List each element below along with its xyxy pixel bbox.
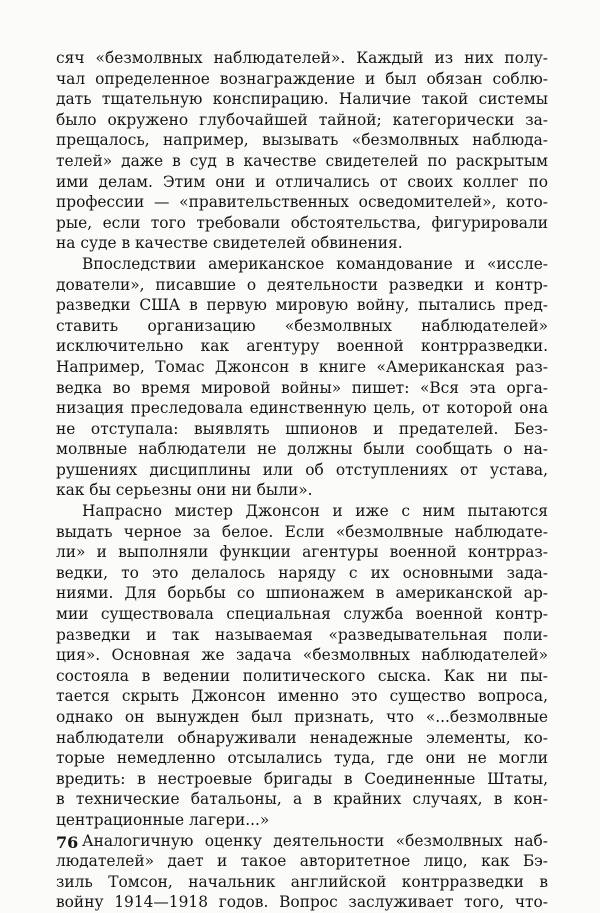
text-line: телей» даже в суд в качестве свидетелей по раскрытым <box>56 151 548 170</box>
text-line: разведки США в первую мировую войну, пытались пред- <box>56 296 548 315</box>
text-line: Напрасно мистер Джонсон и иже с ним пытаются <box>82 502 548 521</box>
text-line: ставить организацию «безмолвных наблюдателей» <box>56 316 548 335</box>
text-line: Например, Томас Джонсон в книге «Американская раз- <box>56 357 548 376</box>
text-line: тается скрыть Джонсон именно это существо вопроса, <box>56 687 548 706</box>
text-line: прещалось, например, вызывать «безмолвных наблюда- <box>56 131 548 150</box>
text-line: вредить: в нестроевые бригады в Соединенные Штаты, <box>56 769 548 788</box>
text-line: состояла в ведении политического сыска. Как ни пы- <box>56 666 548 685</box>
text-line: ция». Основная же задача «безмолвных наблюдателей» <box>56 646 548 665</box>
text-line: дать тщательную конспирацию. Наличие такой системы <box>56 90 548 109</box>
text-line: не отступала: выявлять шпионов и предателей. Без- <box>56 419 548 438</box>
text-line: профессии — «правительственных осведомителей», кото- <box>56 193 548 212</box>
text-line: сяч «безмолвных наблюдателей». Каждый из них полу- <box>56 49 548 67</box>
text-line: Аналогичную оценку деятельности «безмолвных наб- <box>82 831 548 850</box>
text-line: ведки, то это делалось наряду с их основными зада- <box>56 563 548 582</box>
text-line: ведка во время мировой войны» пишет: «Вся эта орга- <box>56 378 548 397</box>
text-line: людателей» дает и такое авторитетное лицо, как Бэ- <box>56 852 548 871</box>
text-line: дователи», писавшие о деятельности разведки и контр- <box>56 275 548 294</box>
text-line: войну 1914—1918 годов. Вопрос заслуживает того, что- <box>56 893 548 912</box>
text-line: рые, если того требовали обстоятельства, фигурировали <box>56 213 548 232</box>
text-line: ли» и выполняли функции агентуры военной контрраз- <box>56 543 548 562</box>
text-line: низация преследовала единственную цель, от которой она <box>56 399 548 418</box>
text-line: исключительно как агентуру военной контрразведки. <box>56 337 548 356</box>
text-line: ими делам. Этим они и отличались от своих коллег по <box>56 172 548 191</box>
text-line: как бы серьезны они ни были». <box>56 481 313 500</box>
text-line: Впоследствии американское командование и «иссле- <box>82 254 548 273</box>
text-line: было окружено глубочайшей тайной; категорически за- <box>56 110 548 129</box>
text-line: разведки и так называемая «разведывательная поли- <box>56 625 548 644</box>
text-line: зиль Томсон, начальник английской контрразведки в <box>56 872 548 891</box>
text-line: центрационные лагери...» <box>56 810 270 829</box>
text-line: однако он вынужден был признать, что «...безмолвные <box>56 708 548 726</box>
text-line: в технические батальоны, а в крайних случаях, в кон- <box>56 790 548 809</box>
text-line: чал определенное вознаграждение и был обязан соблю- <box>56 69 548 88</box>
text-line: молвные наблюдатели не должны были сообщать о на- <box>56 440 548 459</box>
text-line: рушениях дисциплины или об отступлениях от устава, <box>56 460 548 479</box>
text-line: выдать черное за белое. Если «безмолвные наблюдате- <box>56 522 548 541</box>
text-line: мии существовала специальная служба военной контр- <box>56 605 548 624</box>
body-text <box>56 48 548 913</box>
page-number: 76 <box>56 833 79 852</box>
text-line: торые немедленно отсылались туда, где они не могли <box>56 749 548 768</box>
text-line: наблюдатели обнаруживали ненадежные элементы, ко- <box>56 728 548 747</box>
text-line: ниями. Для борьбы со шпионажем в американской ар- <box>56 584 548 603</box>
text-line: на суде в качестве свидетелей обвинения. <box>56 234 403 253</box>
